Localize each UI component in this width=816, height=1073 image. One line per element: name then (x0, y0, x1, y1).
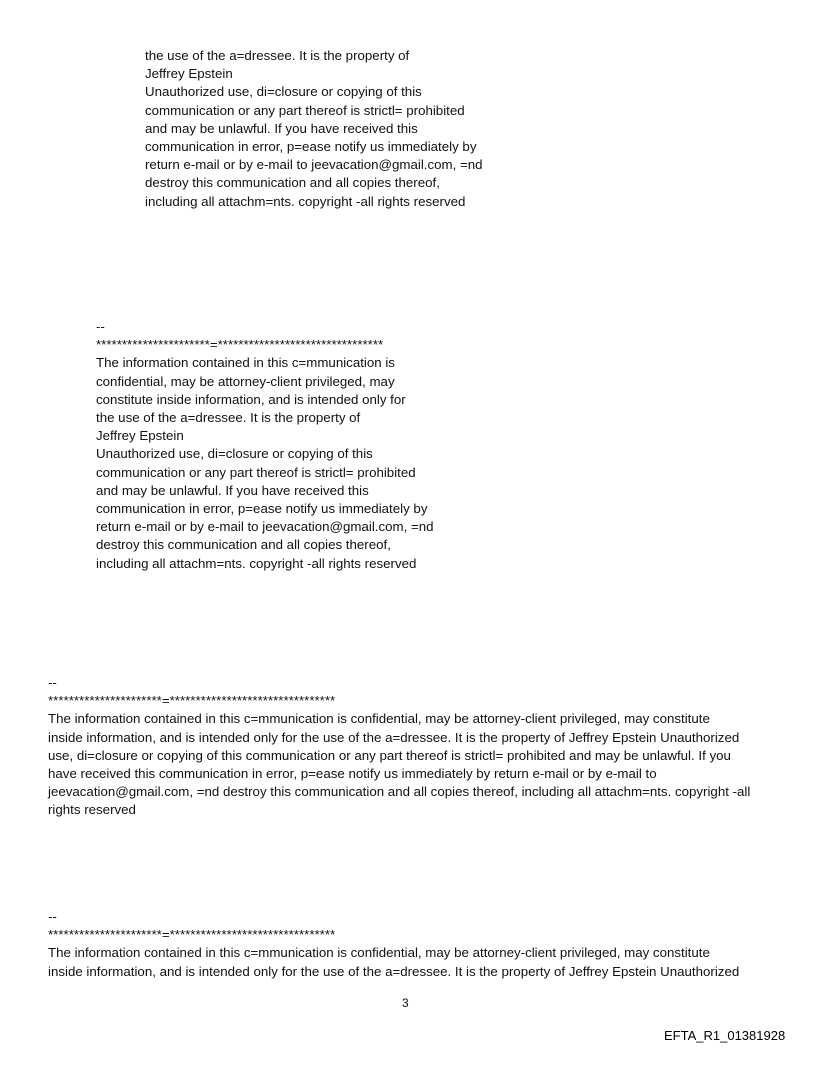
text-line: the use of the a=dressee. It is the property of (96, 410, 361, 426)
text-line: communication in error, p=ease notify us immediately by (96, 501, 428, 517)
text-line: Jeffrey Epstein (96, 428, 184, 444)
email-disclaimer-full-width (48, 674, 750, 820)
text-line: and may be unlawful. If you have received this (96, 482, 369, 498)
text-line: have received this communication in error, p=ease notify us immediately by return e-mail or by e-mail to (48, 766, 657, 782)
text-line: Jeffrey Epstein (145, 66, 233, 82)
text-line: return e-mail or by e-mail to jeevacation@gmail.com, =nd (96, 519, 434, 535)
text-line: inside information, and is intended only for the use of the a=dressee. It is the property of Jeffrey Epstein Unauthorized (48, 963, 740, 979)
email-disclaimer-fragment (145, 47, 483, 211)
email-disclaimer-truncated (48, 908, 739, 981)
text-line: **********************=******************************** (48, 927, 336, 943)
text-line: The information contained in this c=mmunication is confidential, may be attorney-client privileged, may constitute (48, 945, 710, 961)
text-line: communication or any part thereof is strictl= prohibited (96, 464, 416, 480)
email-disclaimer-indented (96, 318, 434, 573)
text-line: Unauthorized use, di=closure or copying of this (145, 84, 422, 100)
text-line: **********************=******************************** (48, 693, 336, 709)
text-line: destroy this communication and all copies thereof, (96, 537, 391, 553)
text-line: rights reserved (48, 802, 136, 818)
text-line: and may be unlawful. If you have received this (145, 120, 418, 136)
text-line: return e-mail or by e-mail to jeevacation@gmail.com, =nd (145, 157, 483, 173)
text-line: -- (48, 909, 57, 924)
bates-number: EFTA_R1_01381928 (664, 1028, 786, 1043)
text-line: The information contained in this c=mmunication is (96, 355, 395, 371)
text-line: jeevacation@gmail.com, =nd destroy this communication and all copies thereof, including all attachm=nts. copyright -all (48, 784, 751, 800)
text-line: Unauthorized use, di=closure or copying of this (96, 446, 373, 462)
text-line: **********************=******************************** (96, 337, 384, 353)
text-line: destroy this communication and all copies thereof, (145, 175, 440, 191)
text-line: including all attachm=nts. copyright -all rights reserved (96, 555, 417, 571)
text-line: confidential, may be attorney-client privileged, may (96, 373, 395, 389)
page-number: 3 (402, 996, 409, 1010)
text-line: inside information, and is intended only for the use of the a=dressee. It is the property of Jeffrey Epstein Unauthorized (48, 729, 740, 745)
text-line: use, di=closure or copying of this communication or any part thereof is strictl= prohibited and may be unlawful. If you (48, 747, 731, 763)
text-line: constitute inside information, and is intended only for (96, 391, 406, 407)
text-line: including all attachm=nts. copyright -all rights reserved (145, 193, 466, 209)
text-line: -- (48, 675, 57, 690)
text-line: the use of the a=dressee. It is the property of (145, 48, 410, 63)
text-line: communication in error, p=ease notify us immediately by (145, 139, 477, 155)
text-line: The information contained in this c=mmunication is confidential, may be attorney-client privileged, may constitute (48, 711, 710, 727)
text-line: -- (96, 319, 105, 334)
text-line: communication or any part thereof is strictl= prohibited (145, 102, 465, 118)
